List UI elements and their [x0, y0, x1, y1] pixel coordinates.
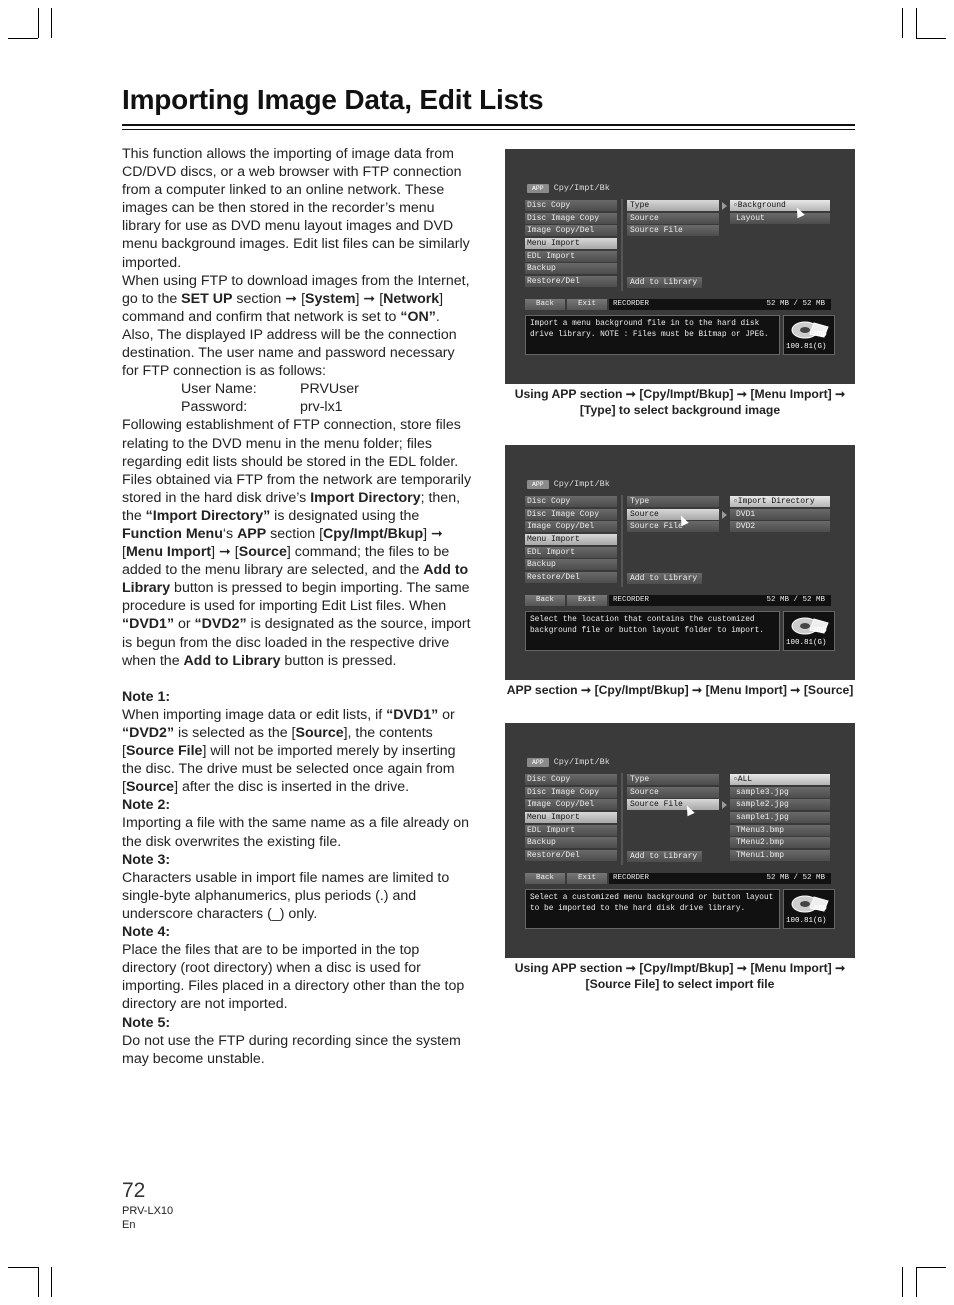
submenu: [627, 200, 719, 238]
note-heading: Note 1:: [122, 688, 171, 705]
menu-item[interactable]: Image Copy/Del: [525, 799, 617, 810]
submenu: [627, 774, 719, 812]
page-title: Importing Image Data, Edit Lists: [122, 84, 544, 115]
menu-item[interactable]: Disc Copy: [525, 496, 617, 507]
note-text: Place the files that are to be imported in the top directory (root directory) when a disc is used for importing. Files placed in a directory other than the top directory are not imported.: [122, 942, 465, 1013]
submenu-item[interactable]: Source File: [627, 521, 719, 532]
hdd-panel: HDD 100.81(G): [783, 889, 835, 929]
note-heading: Note 2:: [122, 797, 171, 814]
menu-item[interactable]: Disc Image Copy: [525, 787, 617, 798]
option-item[interactable]: ▫Background: [730, 200, 830, 211]
paragraph: Following establishment of FTP connection, store files relating to the DVD menu in the menu folder; files regarding edit lists should be stored in the EDL folder.: [122, 417, 461, 470]
credential-value: prv-lx1: [300, 399, 343, 416]
figure-caption: Using APP section ➞ [Cpy/Impt/Bkup] ➞ [Menu Import] ➞ [Source File] to select import file: [514, 961, 846, 991]
note-text: Characters usable in import file names are limited to single-byte alphanumerics, plus periods (.) and underscore characters (_) only.: [122, 869, 450, 922]
option-item[interactable]: DVD1: [730, 509, 830, 520]
add-to-library-button[interactable]: Add to Library: [627, 277, 702, 288]
info-text: Select the location that contains the customized background file or button layout folder to import.: [525, 611, 780, 651]
note-text: Do not use the FTP during recording since the system may become unstable.: [122, 1032, 461, 1067]
option-item[interactable]: DVD2: [730, 521, 830, 532]
function-menu: [525, 200, 617, 289]
submenu-item[interactable]: Source File: [627, 225, 719, 236]
option-item[interactable]: TMenu2.bmp: [730, 837, 830, 848]
info-text: Import a menu background file in to the hard disk drive library. NOTE : Files must be Bitmap or JPEG.: [525, 315, 780, 355]
menu-item[interactable]: Backup: [525, 837, 617, 848]
option-item[interactable]: sample3.jpg: [730, 787, 830, 798]
credential-value: PRVUser: [300, 381, 359, 398]
menu-item[interactable]: EDL Import: [525, 251, 617, 262]
arrow-right-icon: [722, 801, 727, 809]
option-list: [730, 200, 830, 225]
divider: [621, 199, 623, 291]
submenu-item[interactable]: Source: [627, 509, 719, 520]
option-item[interactable]: ▫ALL: [730, 774, 830, 785]
menu-item[interactable]: Image Copy/Del: [525, 225, 617, 236]
menu-item[interactable]: Backup: [525, 559, 617, 570]
crop-mark: [916, 1267, 946, 1268]
option-list: [730, 774, 830, 863]
title-rule: [122, 124, 855, 126]
function-menu: [525, 774, 617, 863]
arrow-right-icon: [722, 202, 727, 210]
credential-label: Password:: [181, 399, 248, 416]
title-rule: [122, 129, 855, 130]
option-item[interactable]: sample2.jpg: [730, 799, 830, 810]
recorder-status: RECORDER 52 MB / 52 MB: [609, 299, 831, 310]
status-bar: [525, 595, 831, 606]
exit-button[interactable]: Exit: [567, 595, 607, 606]
crop-mark: [38, 1267, 39, 1297]
submenu-item[interactable]: Source: [627, 787, 719, 798]
model-code: PRV-LX10 En: [122, 1205, 174, 1231]
menu-item[interactable]: Disc Copy: [525, 200, 617, 211]
crop-mark: [38, 8, 39, 38]
crop-mark: [902, 8, 903, 38]
info-text: Select a customized menu background or button layout to be imported to the hard disk drive library.: [525, 889, 780, 929]
figure-caption: Using APP section ➞ [Cpy/Impt/Bkup] ➞ [Menu Import] ➞ [Type] to select background image: [514, 387, 846, 417]
option-item[interactable]: TMenu3.bmp: [730, 825, 830, 836]
credential-row: [122, 380, 474, 398]
submenu-item[interactable]: Source: [627, 213, 719, 224]
option-item[interactable]: sample1.jpg: [730, 812, 830, 823]
menu-item[interactable]: EDL Import: [525, 825, 617, 836]
note-text: Importing a file with the same name as a file already on the disk overwrites the existing file.: [122, 815, 469, 850]
recorder-status: RECORDER 52 MB / 52 MB: [609, 595, 831, 606]
note-heading: Note 3:: [122, 851, 171, 868]
paragraph: When using FTP to download images from the Internet, go to the SET UP section ➞ [System] ➞ [Network] command and confirm that network is set to “ON”. Also, The displayed IP address will be the connection destination. The user name and password necessary for FTP connection is as follows:: [122, 272, 470, 380]
figure-caption: APP section ➞ [Cpy/Impt/Bkup] ➞ [Menu Import] ➞ [Source]: [506, 683, 854, 697]
note-heading: Note 4:: [122, 924, 171, 941]
arrow-right-icon: [722, 511, 727, 519]
app-tag: APP: [527, 480, 549, 489]
note-heading: Note 5:: [122, 1014, 171, 1031]
function-menu: [525, 496, 617, 585]
submenu-item[interactable]: Source File: [627, 799, 719, 810]
menu-screenshot: [505, 445, 855, 680]
menu-item[interactable]: Image Copy/Del: [525, 521, 617, 532]
menu-item[interactable]: Restore/Del: [525, 572, 617, 583]
menu-screenshot: [505, 149, 855, 384]
menu-screenshot: [505, 723, 855, 958]
paragraph: Files obtained via FTP from the network are temporarily stored in the hard disk drive’s Import Directory; then, the “Import Directory” is designated using the Function Menu‘s APP section [Cpy/Impt/Bkup] ➞ [Menu Import] ➞ [Source] command; the files to be added to the menu library are selected, and the Add to Library button is pressed to begin importing. The same procedure is used for importing Edit List files. When “DVD1” or “DVD2” is designated as the source, import is begun from the disc loaded in the respective drive when the Add to Library button is pressed.: [122, 471, 472, 669]
screen-header: [527, 757, 610, 767]
crop-mark: [51, 8, 52, 38]
submenu-item[interactable]: Type: [627, 774, 719, 785]
menu-item[interactable]: Restore/Del: [525, 850, 617, 861]
page-number: 72: [122, 1179, 146, 1202]
menu-item[interactable]: EDL Import: [525, 547, 617, 558]
hdd-panel: HDD 100.81(G): [783, 315, 835, 355]
menu-item[interactable]: Backup: [525, 263, 617, 274]
menu-item[interactable]: Disc Image Copy: [525, 213, 617, 224]
submenu-item[interactable]: Type: [627, 200, 719, 211]
screen-section: Cpy/Impt/Bk: [553, 479, 610, 489]
add-to-library-button[interactable]: Add to Library: [627, 851, 702, 862]
app-tag: APP: [527, 758, 549, 767]
back-button[interactable]: Back: [525, 873, 565, 884]
divider: [621, 495, 623, 587]
add-to-library-button[interactable]: Add to Library: [627, 573, 702, 584]
app-tag: APP: [527, 184, 549, 193]
option-item[interactable]: ▫Import Directory: [730, 496, 830, 507]
status-bar: [525, 299, 831, 310]
screen-section: Cpy/Impt/Bk: [553, 757, 610, 767]
status-bar: [525, 873, 831, 884]
credential-row: [122, 398, 474, 416]
crop-mark: [51, 1267, 52, 1297]
crop-mark: [8, 38, 38, 39]
menu-item[interactable]: Menu Import: [525, 534, 617, 545]
crop-mark: [916, 8, 917, 38]
screen-header: [527, 183, 610, 193]
credential-label: User Name:: [181, 381, 257, 398]
crop-mark: [916, 1267, 917, 1297]
screen-section: Cpy/Impt/Bk: [553, 183, 610, 193]
menu-item[interactable]: Restore/Del: [525, 276, 617, 287]
option-item[interactable]: TMenu1.bmp: [730, 850, 830, 861]
recorder-status: RECORDER 52 MB / 52 MB: [609, 873, 831, 884]
back-button[interactable]: Back: [525, 299, 565, 310]
exit-button[interactable]: Exit: [567, 299, 607, 310]
body-text: [122, 145, 474, 1068]
option-list: [730, 496, 830, 534]
submenu-item[interactable]: Type: [627, 496, 719, 507]
menu-item[interactable]: Disc Image Copy: [525, 509, 617, 520]
crop-mark: [902, 1267, 903, 1297]
exit-button[interactable]: Exit: [567, 873, 607, 884]
menu-item[interactable]: Menu Import: [525, 812, 617, 823]
hdd-panel: HDD 100.81(G): [783, 611, 835, 651]
option-item[interactable]: Layout: [730, 213, 830, 224]
note-text: When importing image data or edit lists, if “DVD1” or “DVD2” is selected as the [Source], the contents [Source File] will not be imported merely by inserting the disc. The drive must be selected once again from [Source] after the disc is inserted in the drive.: [122, 706, 456, 796]
screen-header: [527, 479, 610, 489]
submenu: [627, 496, 719, 534]
crop-mark: [916, 38, 946, 39]
menu-item[interactable]: Menu Import: [525, 238, 617, 249]
menu-item[interactable]: Disc Copy: [525, 774, 617, 785]
paragraph: This function allows the importing of image data from CD/DVD discs, or a web browser with FTP connection from a computer linked to an online network. These images can be then stored in the recorder’s menu library for use as DVD menu layout images and DVD menu background images. Edit list files can be similarly imported.: [122, 146, 470, 271]
divider: [621, 773, 623, 865]
back-button[interactable]: Back: [525, 595, 565, 606]
crop-mark: [8, 1267, 38, 1268]
